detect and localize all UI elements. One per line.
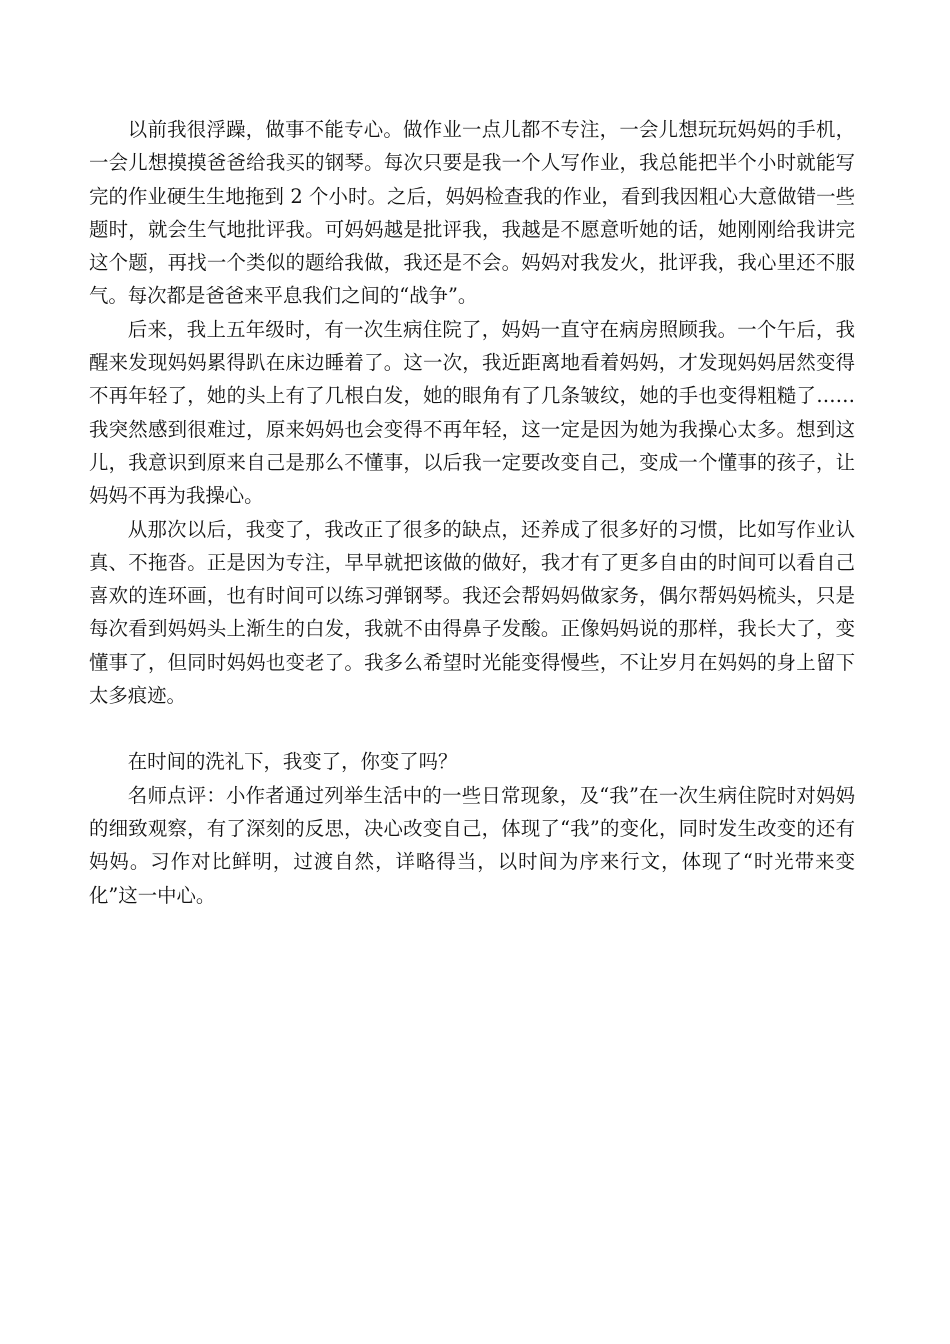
paragraph-before-change: 以前我很浮躁，做事不能专心。做作业一点儿都不专注，一会儿想玩玩妈妈的手机，一会儿想摸摸爸爸给我买的钢琴。每次只要是我一个人写作业，我总能把半个小时就能写完的作业硬生生地拖到 2 个小时。之后，妈妈检查我的作业，看到我因粗心大意做错一些题时，就会生气地批评我。可妈妈越是批评我，我越是不愿意听她的话，她刚刚给我讲完这个题，再找一个类似的题给我做，我还是不会。妈妈对我发火，批评我，我心里还不服气。每次都是爸爸来平息我们之间的“战争”。 bbox=[89, 118, 855, 308]
paragraph-hospital-turning-point: 后来，我上五年级时，有一次生病住院了，妈妈一直守在病房照顾我。一个午后，我醒来发现妈妈累得趴在床边睡着了。这一次，我近距离地看着妈妈，才发现妈妈居然变得不再年轻了，她的头上有了几根白发，她的眼角有了几条皱纹，她的手也变得粗糙了……我突然感到很难过，原来妈妈也会变得不再年轻，这一定是因为她为我操心太多。想到这儿，我意识到原来自己是那么不懂事，以后我一定要改变自己，变成一个懂事的孩子，让妈妈不再为我操心。 bbox=[89, 317, 855, 508]
closing-question: 在时间的洗礼下，我变了，你变了吗？ bbox=[127, 750, 458, 774]
essay-body bbox=[89, 113, 855, 912]
teacher-comment: 名师点评：小作者通过列举生活中的一些日常现象，及“我”在一次生病住院时对妈妈的细致观察，有了深刻的反思，决心改变自己，体现了“我”的变化，同时发生改变的还有妈妈。习作对比鲜明，过渡自然，详略得当，以时间为序来行文，体现了“时光带来变化”这一中心。 bbox=[89, 783, 855, 907]
paragraph-after-change: 从那次以后，我变了，我改正了很多的缺点，还养成了很多好的习惯，比如写作业认真、不拖沓。正是因为专注，早早就把该做的做好，我才有了更多自由的时间可以看自己喜欢的连环画，也有时间可以练习弹钢琴。我还会帮妈妈做家务，偶尔帮妈妈梳头，只是每次看到妈妈头上渐生的白发，我就不由得鼻子发酸。正像妈妈说的那样，我长大了，变懂事了，但同时妈妈也变老了。我多么希望时光能变得慢些，不让岁月在妈妈的身上留下太多痕迹。 bbox=[89, 517, 855, 708]
